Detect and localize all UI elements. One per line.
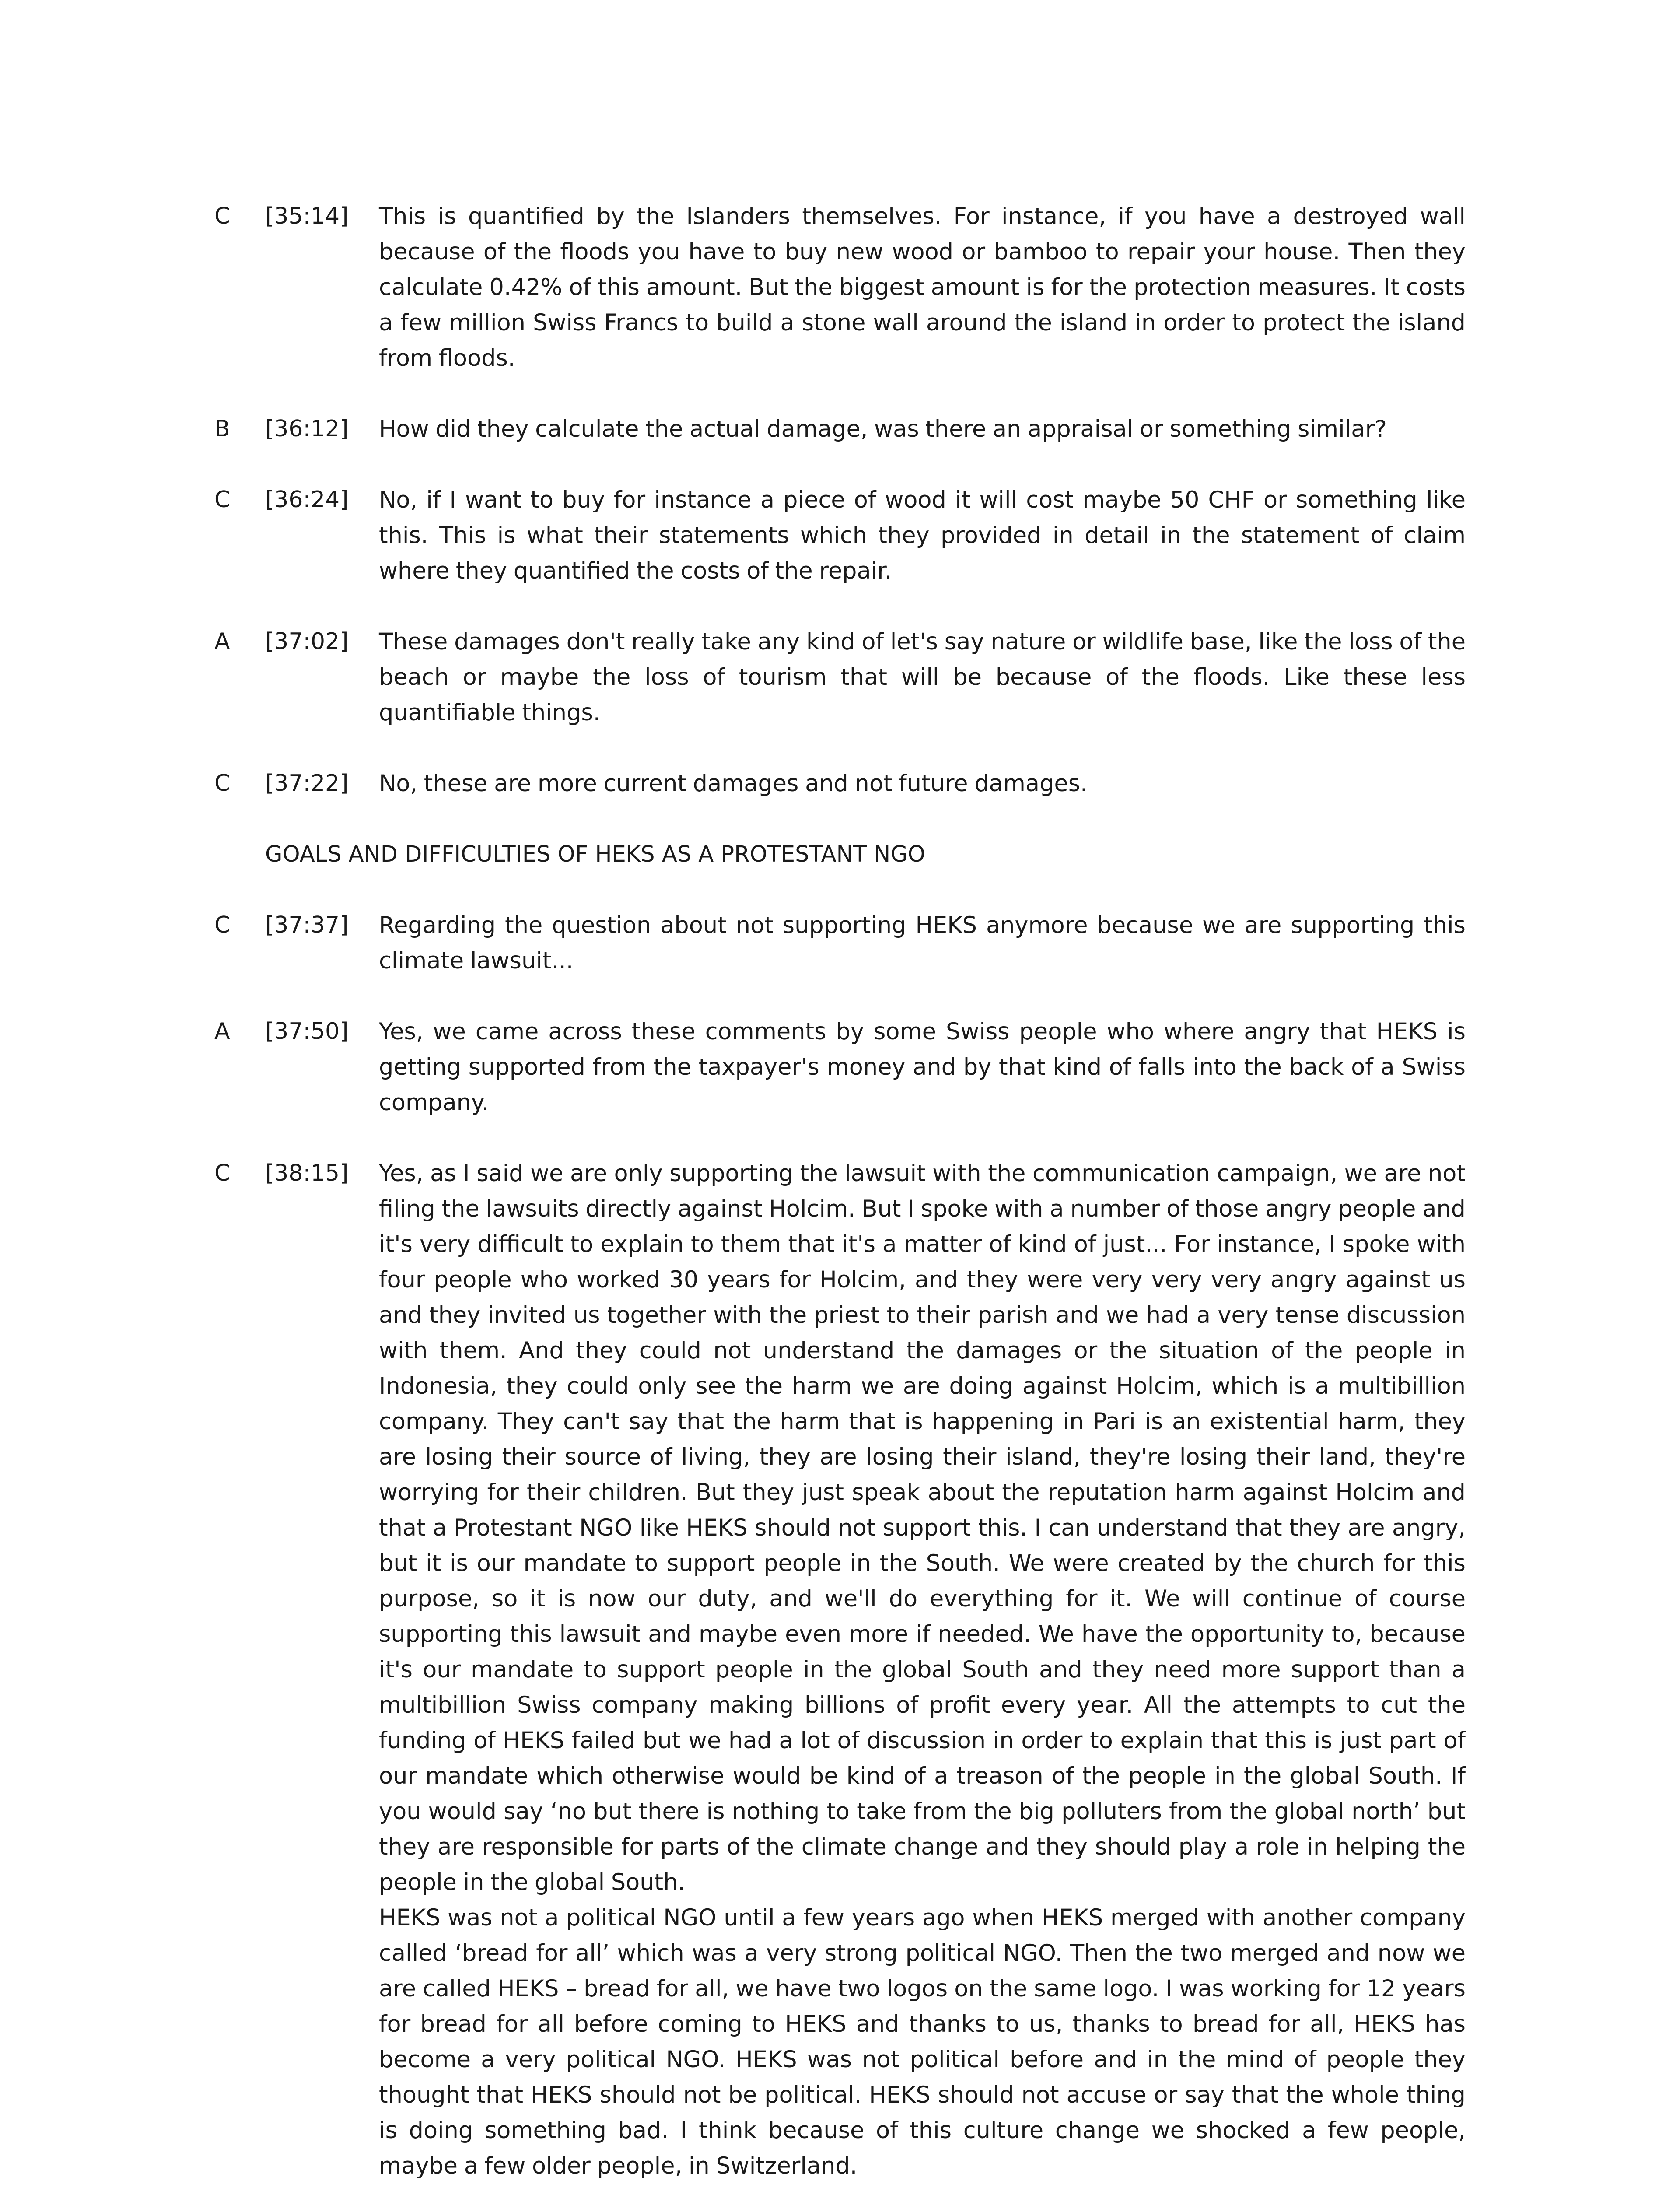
timestamp: [36:24] [265,487,349,513]
entry-paragraph: Yes, as I said we are only supporting the lawsuit with the communication campaign, we are not filing the lawsuits directly against Holcim. But I spoke with a number of those angry people and it's very difficult to explain to them that it's a matter of kind of just... For instance, I spoke with four people who worked 30 years for Holcim, and they were very very very angry against us and they invited us together with the priest to their parish and we had a very tense discussion with them. And they could not understand the damages or the situation of the people in Indonesia, they could only see the harm we are doing against Holcim, which is a multibillion company. They can't say that the harm that is happening in Pari is an existential harm, they are losing their source of living, they are losing their island, they're losing their land, they're worrying for their children. But they just speak about the reputation harm against Holcim and that a Protestant NGO like HEKS should not support this. I can understand that they are angry, but it is our mandate to support people in the South. We were created by the church for this purpose, so it is now our duty, and we'll do everything for it. We will continue of course supporting this lawsuit and maybe even more if needed. We have the opportunity to, because it's our mandate to support people in the global South and they need more support than a multibillion Swiss company making billions of profit every year. All the attempts to cut the funding of HEKS failed but we had a lot of discussion in order to explain that this is just part of our mandate which otherwise would be kind of a treason of the people in the global South. If you would say ‘no but there is nothing to take from the big polluters from the global north’ but they are responsible for parts of the climate change and they should play a role in helping the people in the global South. [379,1160,1466,1896]
section-heading-goals: GOALS AND DIFFICULTIES OF HEKS AS A PROTESTANT NGO [265,842,925,867]
speaker-label: C [214,770,231,796]
transcript-entry [0,1014,1680,1120]
entry-text: These damages don't really take any kind of let's say nature or wildlife base, like the loss of the beach or maybe the loss of tourism that will be because of the floods. Like these less quantifiable things. [379,628,1466,726]
timestamp: [37:37] [265,912,349,938]
interview-transcript [0,199,1680,2188]
timestamp: [38:15] [265,1160,349,1186]
transcript-entry [0,908,1680,978]
timestamp: [37:50] [265,1018,349,1045]
entry-text: No, these are more current damages and not future damages. [379,770,1088,797]
timestamp: [36:12] [265,416,349,442]
speaker-label: C [214,203,231,229]
entry-text: Yes, we came across these comments by some Swiss people who where angry that HEKS is getting supported from the taxpayer's money and by that kind of falls into the back of a Swiss company. [379,1018,1466,1116]
transcript-entry [0,1156,1680,2184]
timestamp: [37:02] [265,628,349,655]
transcript-entry [0,411,1680,447]
transcript-entry [0,766,1680,801]
transcript-entry [0,482,1680,589]
timestamp: [35:14] [265,203,349,229]
entry-text: How did they calculate the actual damage, was there an appraisal or something similar? [379,416,1387,442]
timestamp: [37:22] [265,770,349,796]
entry-text: Regarding the question about not supporting HEKS anymore because we are supporting this climate lawsuit... [379,912,1466,974]
entry-text [379,1156,1466,2184]
entry-text: No, if I want to buy for instance a piece of wood it will cost maybe 50 CHF or something like this. This is what their statements which they provided in detail in the statement of claim where they quantified the costs of the repair. [379,487,1466,584]
speaker-label: C [214,487,231,513]
speaker-label: B [214,416,230,442]
speaker-label: C [214,1160,231,1186]
transcript-entry [0,199,1680,376]
speaker-label: C [214,912,231,938]
speaker-label: A [214,1018,230,1045]
transcript-entry [0,624,1680,730]
speaker-label: A [214,628,230,655]
entry-text: This is quantified by the Islanders themselves. For instance, if you have a destroyed wall because of the floods you have to buy new wood or bamboo to repair your house. Then they calculate 0.42% of this amount. But the biggest amount is for the protection measures. It costs a few million Swiss Francs to build a stone wall around the island in order to protect the island from floods. [379,203,1466,372]
entry-paragraph: HEKS was not a political NGO until a few years ago when HEKS merged with another company called ‘bread for all’ which was a very strong political NGO. Then the two merged and now we are called HEKS – bread for all, we have two logos on the same logo. I was working for 12 years for bread for all before coming to HEKS and thanks to us, thanks to bread for all, HEKS has become a very political NGO. HEKS was not political before and in the mind of people they thought that HEKS should not be political. HEKS should not accuse or say that the whole thing is doing something bad. I think because of this culture change we shocked a few people, maybe a few older people, in Switzerland. [379,1904,1466,2179]
